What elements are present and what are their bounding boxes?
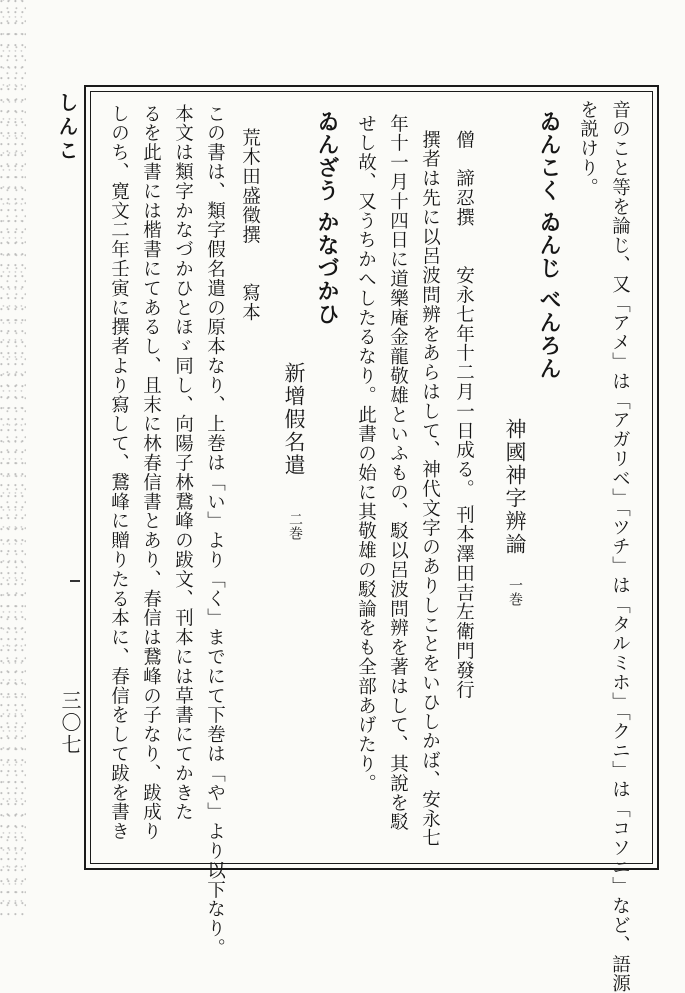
text-column-10: この書は、類字假名遣の原本なり、上巻は「い」より「く」までにて下巻は「や」より以下なり。 [204,104,226,958]
text-column-11: 本文は類字かなづかひとほゞ同し、向陽子林鵞峰の跋文、刊本には草書にてかきた [172,104,194,822]
entry-heading-reading-1: ゐんこく ゐんじ べんろん [536,110,562,381]
page-number: 三〇七 [58,690,82,756]
text-column-9: 荒木田盛徵撰 寫本 [239,128,261,322]
text-column-13: しのち、寛文二年壬寅に撰者より寫して、鵞峰に贈りたる本に、春信をして跋を書き [108,104,130,842]
entry-volume-1: 一巻 [507,578,523,606]
text-column-6: 年十一月十四日に道樂庵金龍敬雄といふもの、駁以呂波問辨を著はして、其說を駁 [387,114,409,832]
text-column-2: を説けり。 [577,100,599,197]
text-column-5: 撰者は先に以呂波問辨をあらはして、神代文字のありしことをいひしかば、安永七 [419,130,441,848]
entry-title-2: 新增假名遣 [282,362,306,477]
text-column-7: せし故、又うちかへしたるなり。此書の始に其敬雄の駁論をも全部あげたり。 [355,114,377,793]
running-head-section: しんこ [55,92,79,164]
text-column-12: るを此書には楷書にてあるし、且末に林春信書とあり、春信は鵞峰の子なり、跋成り [140,104,162,842]
entry-volume-2: 二巻 [287,512,303,540]
scan-edge-noise [0,0,26,917]
entry-heading-reading-2: ゐんざう かなづかひ [314,110,340,326]
text-column-4: 僧 諦忍撰 安永七年十二月一日成る。 刊本澤田吉左衛門發行 [453,130,475,700]
margin-mark [70,580,80,582]
text-column-1: 音のこと等を論じ、又「アメ」は「アガリベ」「ツチ」は「タルミホ」「クニ」は「コソニ」など、語源 [609,100,631,993]
entry-title-1: 神國神字辨論 [503,418,527,556]
